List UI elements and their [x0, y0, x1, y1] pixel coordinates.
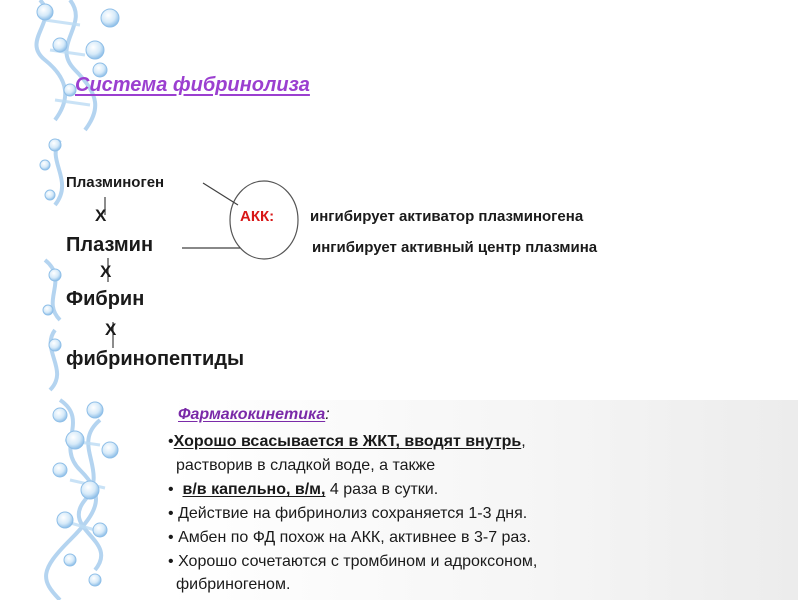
cascade-plasmin: Плазмин: [66, 234, 154, 256]
page-title: Система фибринолиза: [75, 74, 310, 96]
pharmacokinetics-heading-text: Фармакокинетика: [178, 406, 326, 423]
bullet-icon: •: [168, 529, 174, 546]
pk-item-2-bold: в/в капельно, в/м,: [182, 481, 326, 498]
pk-item-3: [168, 505, 527, 523]
pk-item-1-bold: Хорошо всасывается в ЖКТ, вводят внутрь: [173, 433, 522, 450]
pk-item-4-text: Амбен по ФД похож на АКК, активнее в 3-7 раз.: [178, 529, 531, 546]
cascade-x-3: Х: [105, 320, 117, 339]
akk-label: АКК:: [240, 208, 275, 225]
pk-item-2: [168, 481, 438, 499]
pk-item-3-text: Действие на фибринолиз сохраняется 1-3 дня.: [178, 505, 528, 522]
bullet-icon: •: [168, 481, 174, 498]
pk-item-1-continued: растворив в сладкой воде, а также: [176, 457, 436, 474]
bullet-icon: •: [168, 553, 174, 570]
akk-effect-activator: ингибирует активатор плазминогена: [310, 208, 584, 225]
pk-item-5-text: Хорошо сочетаются с тромбином и адроксоном,: [178, 553, 538, 570]
connector-line-plasminogen: [203, 183, 238, 205]
pharmacokinetics-heading: [178, 406, 330, 424]
cascade-plasminogen: Плазминоген: [66, 174, 165, 191]
cascade-x-2: Х: [100, 262, 112, 281]
pk-item-5-continued: фибриногеном.: [176, 576, 291, 593]
cascade-fibrin: Фибрин: [66, 288, 145, 310]
cascade-x-1: Х: [95, 206, 107, 225]
bullet-icon: •: [168, 505, 174, 522]
pk-item-1: [168, 433, 526, 451]
cascade-fibrinopeptides: фибринопептиды: [66, 348, 245, 370]
pk-item-1-tail: ,: [521, 433, 526, 450]
pk-item-4: [168, 529, 531, 547]
pk-item-2-tail: 4 раза в сутки.: [325, 481, 439, 498]
bullet-icon: •: [168, 433, 174, 450]
akk-effect-active-center: ингибирует активный центр плазмина: [312, 239, 598, 256]
pharmacokinetics-heading-colon: :: [325, 406, 330, 423]
pk-item-5: [168, 553, 537, 571]
